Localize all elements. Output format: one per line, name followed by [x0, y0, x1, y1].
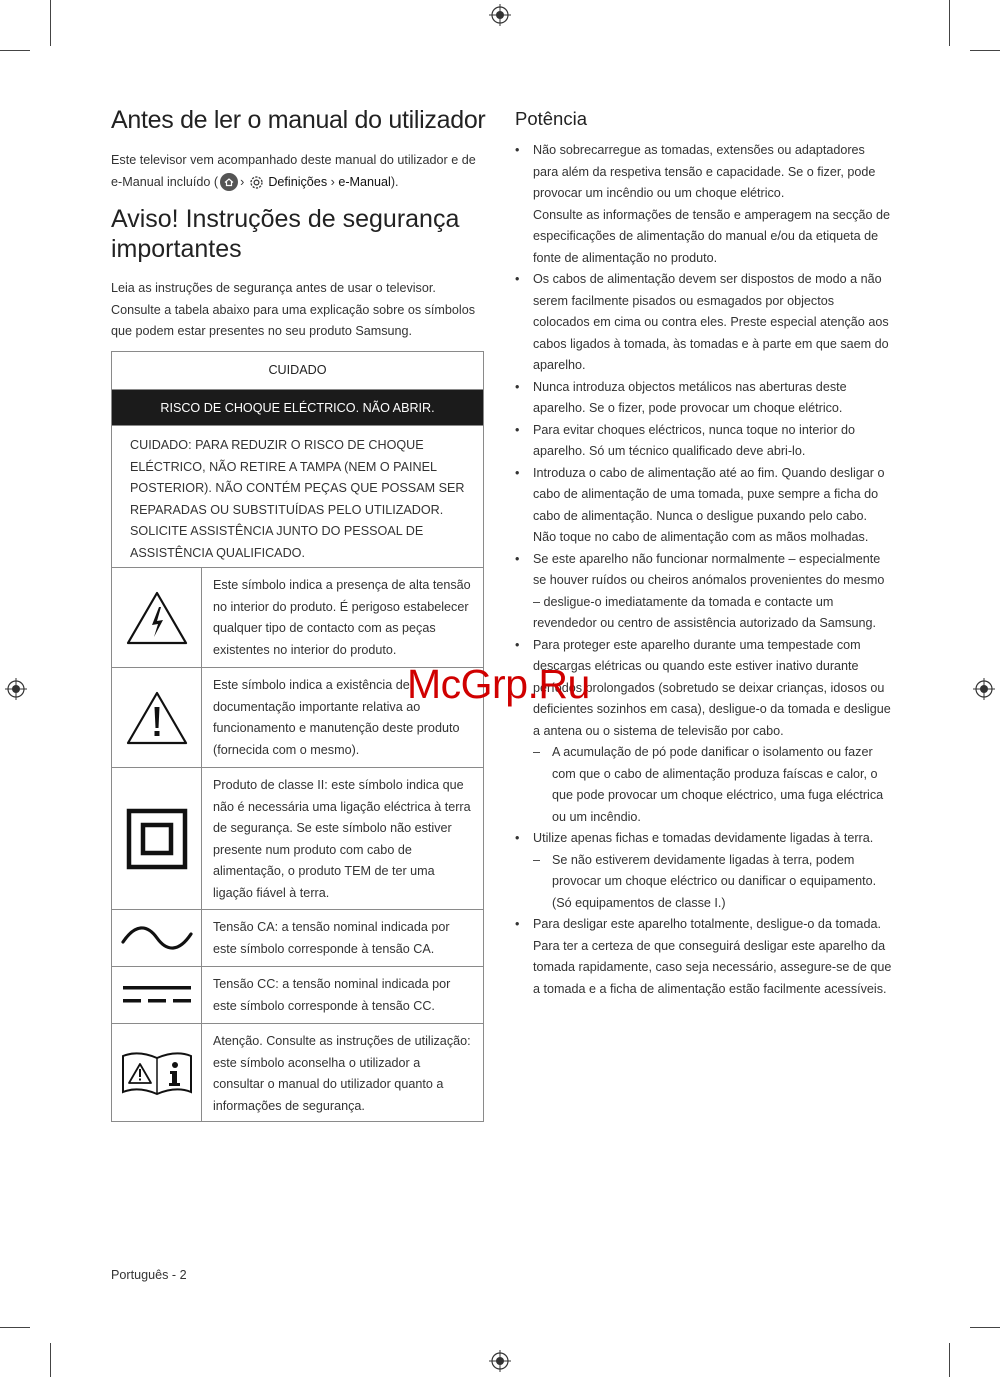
sub-item [533, 742, 893, 828]
crop-mark [949, 0, 950, 46]
list-item-text: Introduza o cabo de alimentação até ao fim. Quando desligar o cabo de alimentação de uma tomada, puxe sempre a ficha do cabo de alimentação. Nunca o desligue puxando pelo cabo. Não toque no cabo de alimentação com as mãos molhadas. [533, 465, 885, 544]
bullet: • [515, 465, 520, 480]
symbol-row [112, 966, 483, 1023]
caution-label: CUIDADO [268, 363, 327, 377]
list-item [515, 463, 893, 549]
high-voltage-warning-icon [112, 568, 202, 667]
list-item [515, 914, 893, 1000]
safety-lead: Leia as instruções de segurança antes de usar o televisor. Consulte a tabela abaixo para uma explicação sobre os símbolos que podem estar presentes no seu produto Samsung. [111, 281, 476, 338]
manual-info-icon [112, 1024, 202, 1121]
list-item [515, 377, 893, 420]
dc-voltage-icon [112, 967, 202, 1023]
home-icon [220, 173, 238, 191]
safety-heading: Aviso! Instruções de segurança importantes [111, 205, 460, 263]
list-item [515, 140, 893, 269]
intro-end: ). [390, 174, 399, 189]
list-item-text: Os cabos de alimentação devem ser dispostos de modo a não serem facilmente pisados ou esmagados por objectos colocados em cima ou contra eles. Preste especial atenção aos cabos ligados à tomada, às tomadas e à parte em que saem do aparelho. [533, 272, 889, 372]
list-item-text: Se este aparelho não funcionar normalmente – especialmente se houver ruídos ou cheiros anómalos provenientes do mesmo – desligue-o imediatamente da tomada e contacte um revendedor ou centro de assistência autorizado da Samsung. [533, 551, 885, 630]
bullet: • [515, 551, 520, 566]
crop-mark [970, 50, 1000, 51]
crop-mark [970, 1327, 1000, 1328]
list-item-text: Para desligar este aparelho totalmente, desligue-o da tomada. Para ter a certeza de que conseguirá desligar este aparelho da tomada rapidamente, caso seja necessário, assegure-se de que a tomada e a ficha de alimentação estão facilmente acessíveis. [533, 917, 892, 996]
class-ii-double-square-icon [112, 768, 202, 909]
dash: – [533, 745, 541, 759]
bullet: • [515, 379, 520, 394]
sub-item-text: A acumulação de pó pode danificar o isolamento ou fazer com que o cabo de alimentação produza faíscas e calor, o que pode provocar um choque eléctrico, uma fuga eléctrica ou um incêndio. [552, 745, 884, 824]
symbol-description: Tensão CA: a tensão nominal indicada por este símbolo corresponde à tensão CA. [213, 920, 450, 956]
caution-warning-text: CUIDADO: PARA REDUZIR O RISCO DE CHOQUE ELÉCTRICO, NÃO RETIRE A TAMPA (NEM O PAINEL POSTERIOR). NÃO CONTÉM PEÇAS QUE POSSAM SER REPARADAS OU SUBSTITUÍDAS PELO UTILIZADOR. SOLICITE ASSISTÊNCIA JUNTO DO PESSOAL DE ASSISTÊNCIA QUALIFICADO. [112, 425, 483, 567]
intro-text: Este televisor vem acompanhado deste manual do utilizador e de e-Manual incluído ( [111, 153, 476, 189]
registration-mark-icon [489, 4, 511, 26]
list-item-text: Não sobrecarregue as tomadas, extensões ou adaptadores para além da respetiva tensão e capacidade. Se o fizer, pode provocar um incêndio ou um choque elétrico. [533, 143, 876, 200]
list-item-text: Para proteger este aparelho durante uma tempestade com descargas elétricas ou quando este estiver inativo durante períodos prolongados (sobretudo se deixar crianças, idosos ou deficientes sozinhos em casa), desligue-o da tomada e desligue a antena ou o sistema de televisão por cabo. [533, 637, 891, 738]
crop-mark [0, 50, 30, 51]
bullet: • [515, 831, 520, 845]
intro-paragraph [111, 150, 486, 193]
crop-mark [50, 1343, 51, 1377]
power-safety-list [515, 140, 893, 1000]
registration-mark-icon [973, 678, 995, 700]
ac-voltage-icon [112, 910, 202, 966]
symbol-description: Este símbolo indica a existência de documentação importante relativa ao funcionamento e manutenção deste produto (fornecida com o mesmo). [213, 678, 460, 757]
list-item-text: Utilize apenas fichas e tomadas devidamente ligadas à terra. [533, 831, 874, 845]
power-heading: Potência [515, 108, 587, 129]
crop-mark [949, 1343, 950, 1377]
symbol-row [112, 767, 483, 909]
dash: – [533, 852, 541, 867]
chevron-right-icon: › [330, 174, 335, 189]
list-item [515, 420, 893, 463]
crop-mark [50, 0, 51, 46]
list-item [515, 549, 893, 635]
nav-definicoes: Definições [268, 174, 328, 189]
page-title: Antes de ler o manual do utilizador [111, 106, 486, 134]
symbol-row [112, 909, 483, 966]
symbol-row [112, 567, 483, 667]
chevron-right-icon: › [240, 174, 245, 189]
list-item-text: Para evitar choques eléctricos, nunca toque no interior do aparelho. Só um técnico qualificado deve abri-lo. [533, 422, 856, 458]
shock-risk-banner: RISCO DE CHOQUE ELÉCTRICO. NÃO ABRIR. [112, 389, 483, 425]
bullet: • [515, 422, 520, 437]
symbol-description: Produto de classe II: este símbolo indica que não é necessária uma ligação eléctrica à terra de segurança. Se este símbolo não estiver presente num produto com cabo de alimentação, o produto TEM de ter uma ligação fiável à terra. [213, 778, 471, 900]
page-footer: Português - 2 [111, 1268, 187, 1282]
sub-item [533, 850, 893, 915]
registration-mark-icon [5, 678, 27, 700]
symbol-row [112, 1023, 483, 1121]
list-item [515, 269, 893, 377]
bullet: • [515, 272, 520, 286]
safety-symbols-table [111, 351, 484, 1122]
list-item-text: Nunca introduza objectos metálicos nas aberturas deste aparelho. Se o fizer, pode provocar um choque elétrico. [533, 379, 847, 415]
list-item [515, 828, 893, 914]
sub-item-text: Se não estiverem devidamente ligadas à terra, podem provocar um choque eléctrico ou danificar o equipamento. (Só equipamentos de classe I.) [552, 852, 877, 910]
symbol-description: Este símbolo indica a presença de alta tensão no interior do produto. É perigoso estabelecer qualquer tipo de contacto com as peças existentes no interior do produto. [213, 578, 471, 657]
exclamation-warning-icon [112, 668, 202, 767]
crop-mark [0, 1327, 30, 1328]
symbol-description: Tensão CC: a tensão nominal indicada por este símbolo corresponde à tensão CC. [213, 977, 451, 1013]
gear-icon [248, 174, 265, 191]
nav-emanual: e-Manual [338, 174, 391, 189]
registration-mark-icon [489, 1350, 511, 1372]
bullet: • [515, 917, 520, 931]
bullet: • [515, 637, 520, 652]
symbol-description: Atenção. Consulte as instruções de utilização: este símbolo aconselha o utilizador a consultar o manual do utilizador quanto a informações de segurança. [213, 1034, 471, 1113]
bullet: • [515, 143, 520, 157]
watermark: McGrp.Ru [407, 661, 590, 707]
list-item-note: Consulte as informações de tensão e amperagem na secção de especificações de alimentação do manual e/ou da etiqueta de fonte de alimentação no produto. [533, 207, 891, 265]
